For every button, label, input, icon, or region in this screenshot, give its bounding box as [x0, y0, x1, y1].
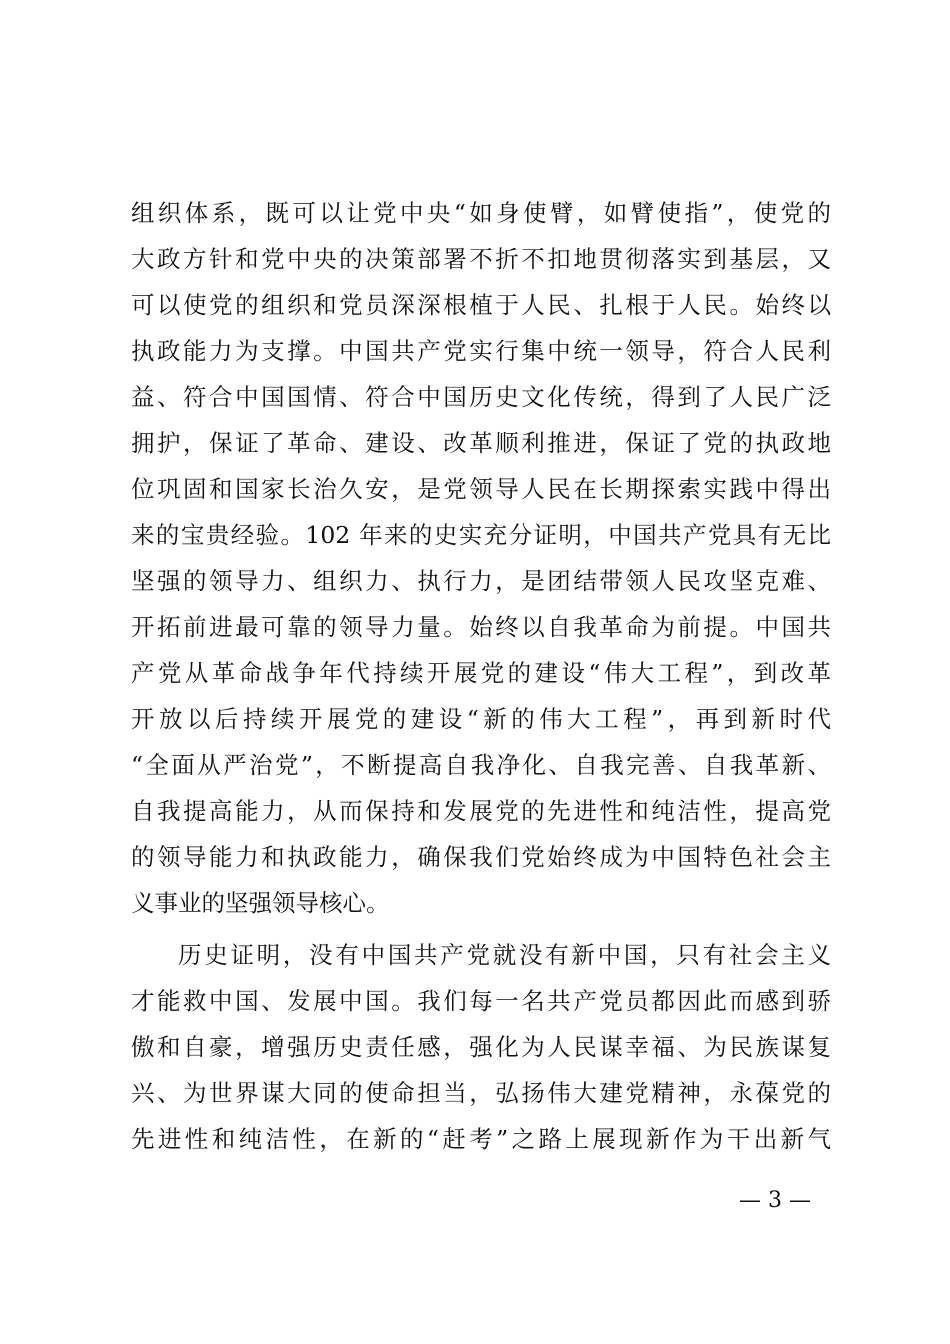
text-line: 自我提高能力，从而保持和发展党的先进性和纯洁性，提高党 [131, 797, 831, 825]
text-line: 傲和自豪，增强历史责任感，强化为人民谋幸福、为民族谋复 [131, 1033, 831, 1061]
text-line: 先进性和纯洁性，在新的“赶考”之路上展现新作为干出新气 [131, 1125, 831, 1153]
text-line: 组织体系，既可以让党中央“如身使臂，如臂使指”，使党的 [131, 199, 831, 227]
text-line: 益、符合中国国情、符合中国历史文化传统，得到了人民广泛 [131, 383, 831, 411]
text-line: “全面从严治党”，不断提高自我净化、自我完善、自我革新、 [131, 751, 831, 779]
paragraph-1 [131, 190, 831, 926]
text-line: 坚强的领导力、组织力、执行力，是团结带领人民攻坚克难、 [131, 567, 831, 595]
text-line: 大政方针和党中央的决策部署不折不扣地贯彻落实到基层，又 [131, 245, 831, 273]
text-line: 拥护，保证了革命、建设、改革顺利推进，保证了党的执政地 [131, 429, 831, 457]
text-line: 产党从革命战争年代持续开展党的建设“伟大工程”，到改革 [131, 659, 831, 687]
text-line: 的领导能力和执政能力，确保我们党始终成为中国特色社会主 [131, 843, 831, 871]
text-line: 义事业的坚强领导核心。 [131, 889, 390, 917]
text-line: 位巩固和国家长治久安，是党领导人民在长期探索实践中得出 [131, 475, 831, 503]
text-line: 兴、为世界谋大同的使命担当，弘扬伟大建党精神，永葆党的 [131, 1079, 831, 1107]
text-line: 开放以后持续开展党的建设“新的伟大工程”，再到新时代 [131, 705, 831, 733]
text-line: 可以使党的组织和党员深深根植于人民、扎根于人民。始终以 [131, 291, 831, 319]
paragraph-2 [131, 932, 831, 1162]
text-line: 开拓前进最可靠的领导力量。始终以自我革命为前提。中国共 [131, 613, 831, 641]
body-text [131, 190, 831, 1162]
text-line: 执政能力为支撑。中国共产党实行集中统一领导，符合人民利 [131, 337, 831, 365]
text-line: 来的宝贵经验。102 年来的史实充分证明，中国共产党具有无比 [131, 521, 831, 549]
text-line: 才能救中国、发展中国。我们每一名共产党员都因此而感到骄 [131, 987, 831, 1015]
page-number: — 3 — [739, 1188, 811, 1213]
text-line-indented: 历史证明，没有中国共产党就没有新中国，只有社会主义 [178, 941, 831, 969]
